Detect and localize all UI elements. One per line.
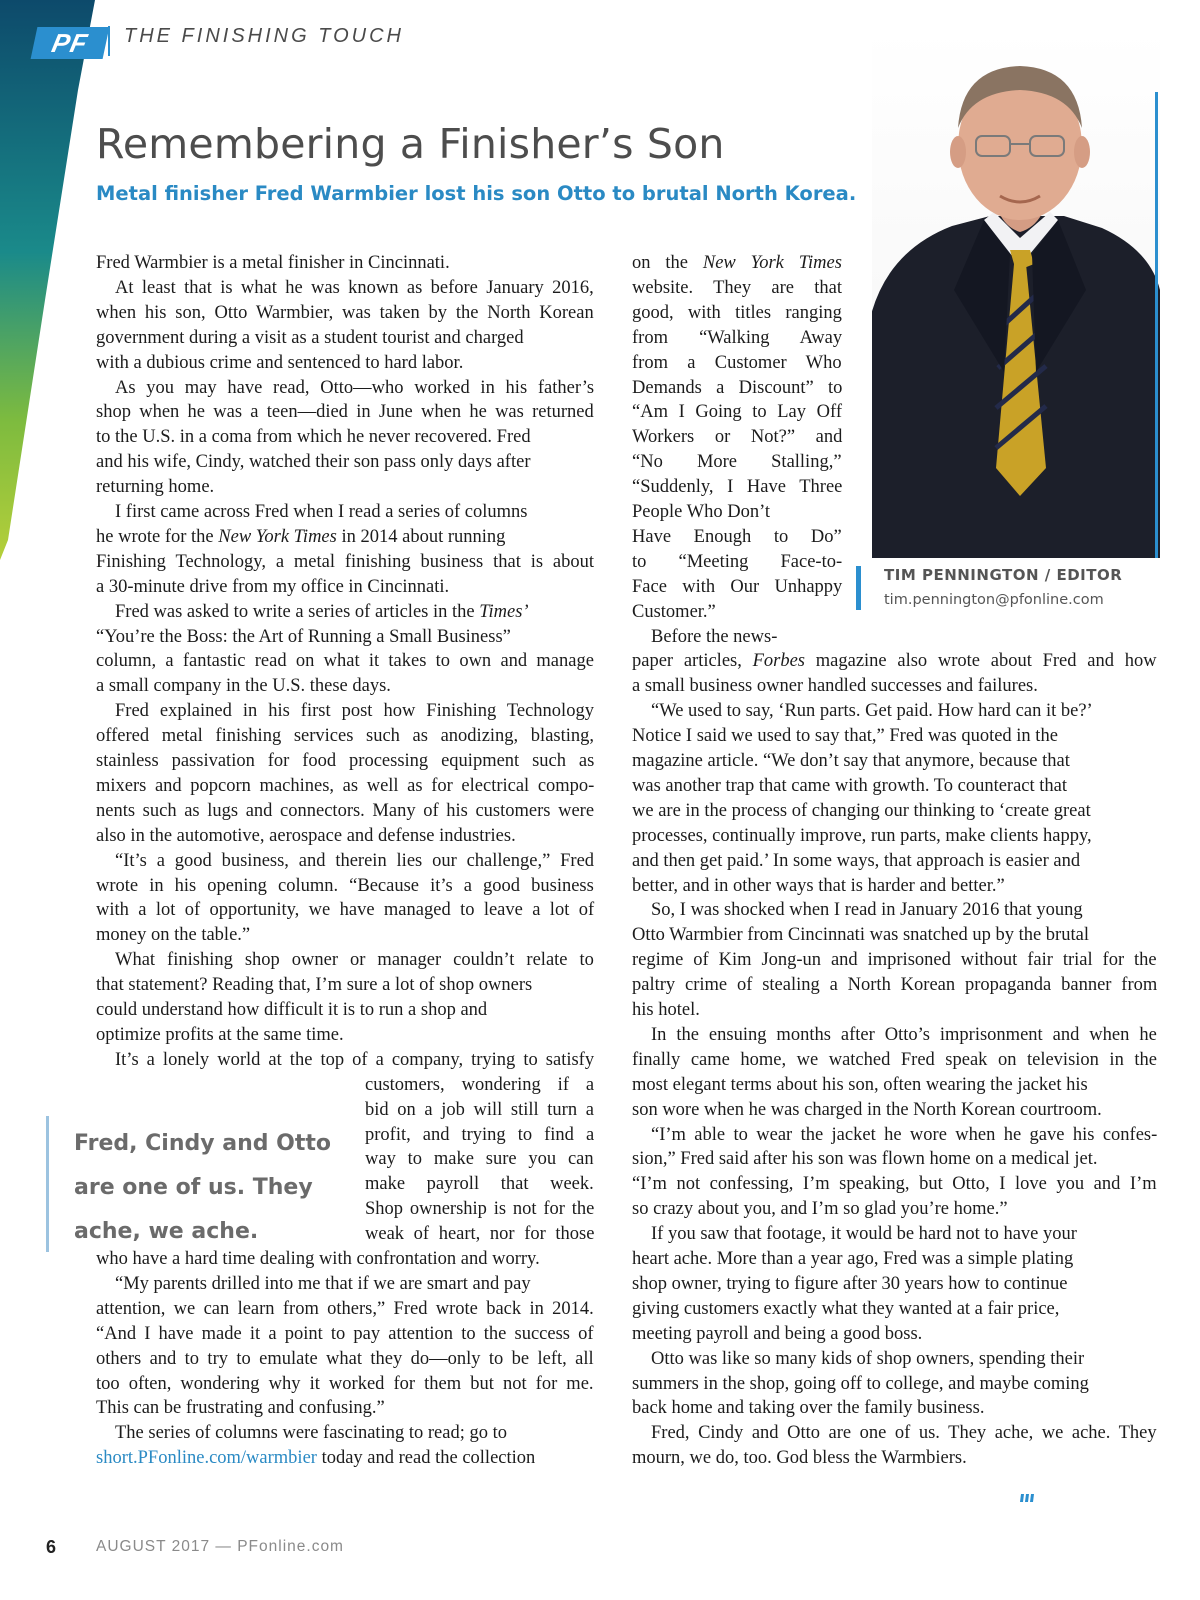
section-label: THE FINISHING TOUCH: [124, 25, 404, 47]
col1-line: short.PFonline.com/warmbier today and read the collection: [96, 1448, 536, 1469]
col2-line: finally came home, we watched Fred speak on television in the: [632, 1049, 1157, 1070]
col2-line: sion,” Fred said after his son was flown home on a medical jet.: [632, 1149, 1098, 1170]
col1-line: way to make sure you can: [365, 1149, 594, 1170]
col1-line: I first came across Fred when I read a series of columns: [115, 502, 528, 522]
col1-line: when his son, Otto Warmbier, was taken by the North Korean: [96, 302, 594, 323]
col2-line: on the New York Times: [632, 253, 842, 273]
pf-logo: PF: [31, 27, 110, 59]
col2-line: Have Enough to Do”: [632, 526, 842, 547]
col1-line: It’s a lonely world at the top of a company, trying to satisfy: [115, 1049, 595, 1070]
col2-line: magazine article. “We don’t say that anymore, because that: [632, 751, 1070, 771]
col2-line: People Who Don’t: [632, 502, 771, 522]
col1-line: who have a hard time dealing with confrontation and worry.: [96, 1249, 540, 1269]
collection-link[interactable]: short.PFonline.com/warmbier: [96, 1448, 317, 1469]
col2-line: his hotel.: [632, 1000, 700, 1020]
col1-line: a small company in the U.S. these days.: [96, 676, 391, 697]
col1-line: Finishing Technology, a metal finishing business that is about: [96, 551, 595, 572]
col1-line: to the U.S. in a coma from which he never recovered. Fred: [96, 427, 531, 448]
byline-bar: [856, 566, 861, 610]
col1-line: with a lot of opportunity, we have managed to leave a lot of: [96, 900, 595, 921]
col2-line: website. They are that: [632, 277, 843, 298]
col2-line: “I’m not confessing, I’m speaking, but Otto, I love you and I’m: [632, 1174, 1157, 1195]
article-title: Remembering a Finisher’s Son: [96, 120, 725, 168]
col2-line: In the ensuing months after Otto’s imprisonment and when he: [651, 1024, 1157, 1045]
col2-line: a small business owner handled successes and failures.: [632, 676, 1038, 697]
col2-line: Face with Our Unhappy: [632, 576, 843, 597]
col2-line: to “Meeting Face-to-: [632, 551, 843, 572]
col2-line: “I’m able to wear the jacket he wore when he gave his confes-: [651, 1124, 1158, 1145]
col2-line: Fred, Cindy and Otto are one of us. They ache, we ache. They: [651, 1423, 1157, 1444]
edge-color-band: [0, 0, 95, 560]
col2-line: Demands a Discount” to: [632, 377, 843, 398]
article-deck: Metal finisher Fred Warmbier lost his son Otto to brutal North Korea.: [96, 182, 857, 205]
col1-line: attention, we can learn from others,” Fred wrote back in 2014.: [96, 1298, 594, 1319]
author-photo: [872, 28, 1160, 558]
col1-line: This can be frustrating and confusing.”: [96, 1398, 385, 1419]
photo-rule: [1155, 92, 1158, 558]
col1-line: customers, wondering if a: [365, 1074, 595, 1095]
col1-line: too often, wondering why it worked for them but not for me.: [96, 1373, 594, 1394]
col1-line: Fred Warmbier is a metal finisher in Cincinnati.: [96, 253, 450, 273]
col2-line: Workers or Not?” and: [632, 427, 843, 448]
col1-line: As you may have read, Otto—who worked in his father’s: [115, 377, 595, 398]
col2-line: Before the news-: [651, 626, 778, 647]
col1-line: “You’re the Boss: the Art of Running a Small Business”: [96, 626, 511, 647]
col2-line: Customer.”: [632, 601, 716, 622]
pull-quote-bar: [46, 1116, 49, 1252]
col2-line: so crazy about you, and I’m so glad you’re home.”: [632, 1199, 1008, 1220]
col1-line: also in the automotive, aerospace and defense industries.: [96, 825, 516, 846]
col1-line: “And I have made it a point to pay attention to the success of: [96, 1323, 594, 1344]
col2-line: regime of Kim Jong-un and imprisoned without fair trial for the: [632, 950, 1157, 971]
col1-line: optimize profits at the same time.: [96, 1024, 344, 1045]
col1-line: a 30-minute drive from my office in Cincinnati.: [96, 576, 450, 597]
col1-line: wrote in his opening column. “Because it’s a good business: [96, 875, 594, 896]
col1-line: others and to try to emulate what they do—only to be left, all: [96, 1348, 594, 1369]
col2-line: better, and in other ways that is harder and better.”: [632, 875, 1005, 896]
col2-line: we are in the process of changing our thinking to ‘create great: [632, 800, 1091, 821]
col2-line: mourn, we do, too. God bless the Warmbiers.: [632, 1448, 967, 1469]
col1-line: government during a visit as a student tourist and charged: [96, 327, 524, 348]
col1-line: money on the table.”: [96, 925, 251, 946]
col1-line: nents such as lugs and connectors. Many of his customers were: [96, 800, 595, 821]
author-email[interactable]: tim.pennington@pfonline.com: [884, 592, 1104, 608]
col2-line: Notice I said we used to say that,” Fred was quoted in the: [632, 726, 1058, 747]
pull-quote: Fred, Cindy and Otto are one of us. They ache, we ache.: [74, 1131, 332, 1244]
col2-line: So, I was shocked when I read in January 2016 that young: [651, 900, 1083, 921]
col1-line: that statement? Reading that, I’m sure a lot of shop owners: [96, 975, 533, 996]
col1-line: Fred explained in his first post how Finishing Technology: [115, 701, 594, 722]
col1-line: “My parents drilled into me that if we are smart and pay: [115, 1273, 531, 1294]
col2-line: meeting payroll and being a good boss.: [632, 1323, 923, 1344]
col1-line: The series of columns were fascinating to read; go to: [115, 1423, 507, 1444]
col1-line: mixers and popcorn machines, as well as for electrical compo-: [96, 775, 595, 796]
author-name: TIM PENNINGTON / EDITOR: [884, 566, 1123, 584]
col1-line: could understand how difficult it is to run a shop and: [96, 1000, 488, 1020]
footer-issue: AUGUST 2017 — PFonline.com: [96, 1538, 344, 1555]
col1-line: weak of heart, nor for those: [365, 1224, 595, 1245]
col2-line: and then get paid.’ In some ways, that approach is easier and: [632, 850, 1081, 871]
col2-line: Otto Warmbier from Cincinnati was snatched up by the brutal: [632, 925, 1089, 946]
col2-line: good, with titles ranging: [632, 302, 842, 323]
col2-line: was another trap that came with growth. To counteract that: [632, 775, 1068, 796]
col2-line: summers in the shop, going off to college, and maybe coming: [632, 1373, 1089, 1394]
section-rule: [108, 26, 110, 56]
col2-line: back home and taking over the family business.: [632, 1398, 985, 1419]
col2-line: “No More Stalling,”: [632, 452, 842, 473]
col1-line: shop when he was a teen—died in June when he was returned: [96, 402, 594, 423]
col1-line: column, a fantastic read on what it takes to own and manage: [96, 651, 594, 672]
col2-line: If you saw that footage, it would be hard not to have your: [651, 1224, 1077, 1245]
col1-line: make payroll that week.: [365, 1174, 594, 1195]
col2-line: paltry crime of stealing a North Korean propaganda banner from: [632, 975, 1158, 996]
col2-line: most elegant terms about his son, often wearing the jacket his: [632, 1074, 1088, 1095]
col2-line: heart ache. More than a year ago, Fred was a simple plating: [632, 1249, 1074, 1269]
col2-line: from “Walking Away: [632, 327, 843, 348]
col2-line: giving customers exactly what they wanted at a fair price,: [632, 1298, 1060, 1319]
col1-line: profit, and trying to find a: [365, 1124, 595, 1145]
col1-line: he wrote for the New York Times in 2014 about running: [96, 526, 506, 547]
col2-line: processes, continually improve, run parts, make clients happy,: [632, 825, 1092, 846]
col2-line: paper articles, Forbes magazine also wrote about Fred and how: [632, 651, 1157, 672]
col1-line: “It’s a good business, and therein lies our challenge,” Fred: [115, 850, 595, 871]
col1-line: What finishing shop owner or manager couldn’t relate to: [115, 950, 594, 971]
col1-line: At least that is what he was known as before January 2016,: [115, 277, 594, 298]
col2-line: shop owner, trying to figure after 30 years how to continue: [632, 1273, 1068, 1294]
col2-line: Otto was like so many kids of shop owners, spending their: [651, 1348, 1085, 1369]
page-number: 6: [46, 1537, 57, 1557]
end-mark-icon: [1019, 1493, 1035, 1503]
col1-line: bid on a job will still turn a: [365, 1099, 594, 1120]
col1-line: stainless passivation for food processing equipment such as: [96, 751, 595, 771]
col2-line: “Am I Going to Lay Off: [632, 402, 842, 423]
col2-line: “Suddenly, I Have Three: [632, 477, 843, 498]
col1-line: and his wife, Cindy, watched their son pass only days after: [96, 452, 531, 473]
col1-line: offered metal finishing services such as anodizing, blasting,: [96, 726, 595, 747]
col2-line: “We used to say, ‘Run parts. Get paid. How hard can it be?’: [651, 701, 1093, 722]
col1-line: returning home.: [96, 477, 215, 498]
col2-line: from a Customer Who: [632, 352, 842, 373]
col1-line: Fred was asked to write a series of articles in the Times’: [115, 601, 529, 622]
col2-line: son wore when he was charged in the North Korean courtroom.: [632, 1099, 1102, 1120]
col1-line: Shop ownership is not for the: [365, 1199, 595, 1220]
col1-line: with a dubious crime and sentenced to hard labor.: [96, 352, 464, 373]
